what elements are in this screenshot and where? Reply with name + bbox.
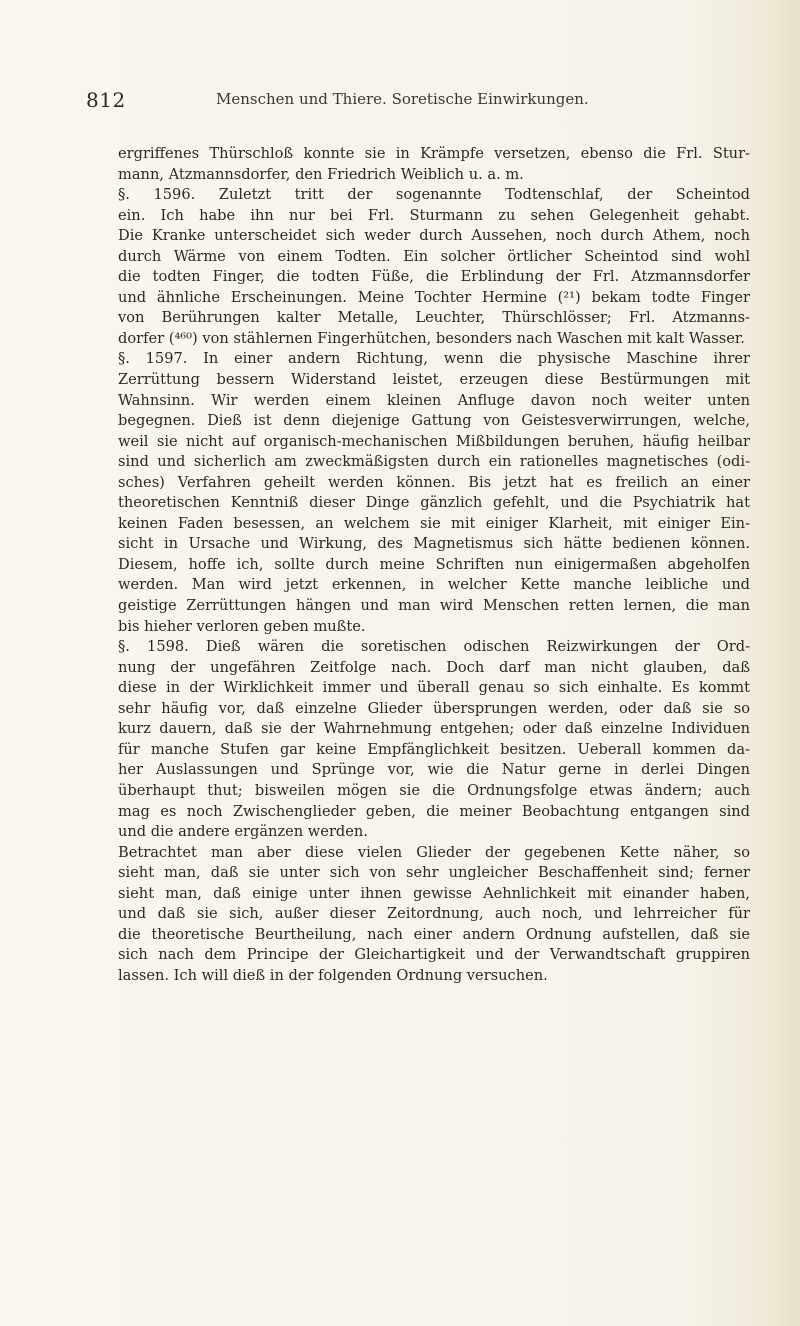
text-line: §. 1596. Zuletzt tritt der sogenannte Todtenschlaf, der Scheintod — [118, 186, 750, 204]
text-line: sieht man, daß sie unter sich von sehr ungleicher Beschaffenheit sind; ferner — [118, 864, 750, 882]
text-line: dorfer (⁴⁶⁰) von stählernen Fingerhütchen, besonders nach Waschen mit kalt Wasser. — [118, 329, 745, 347]
text-line: her Auslassungen und Sprünge vor, wie die Natur gerne in derlei Dingen — [118, 761, 750, 779]
page-number: 812 — [86, 88, 126, 112]
text-line: überhaupt thut; bisweilen mögen sie die Ordnungsfolge etwas ändern; auch — [118, 781, 750, 799]
body-text — [118, 144, 750, 986]
text-line: ein. Ich habe ihn nur bei Frl. Sturmann zu sehen Gelegenheit gehabt. — [118, 206, 750, 224]
paragraph — [118, 843, 750, 987]
text-line: lassen. Ich will dieß in der folgenden Ordnung versuchen. — [118, 966, 548, 984]
text-line: sieht man, daß einige unter ihnen gewisse Aehnlichkeit mit einander haben, — [118, 884, 750, 902]
text-line: mann, Atzmannsdorfer, den Friedrich Weiblich u. a. m. — [118, 165, 524, 183]
text-line: von Berührungen kalter Metalle, Leuchter, Thürschlösser; Frl. Atzmanns- — [118, 309, 750, 327]
text-line: die theoretische Beurtheilung, nach einer andern Ordnung aufstellen, daß sie — [118, 925, 750, 943]
text-line: nung der ungefähren Zeitfolge nach. Doch darf man nicht glauben, daß — [118, 658, 750, 676]
text-line: Diesem, hoffe ich, sollte durch meine Schriften nun einigermaßen abgeholfen — [118, 555, 750, 573]
paragraph — [118, 349, 750, 637]
text-line: sicht in Ursache und Wirkung, des Magnetismus sich hätte bedienen können. — [118, 535, 750, 553]
text-line: Die Kranke unterscheidet sich weder durch Aussehen, noch durch Athem, noch — [118, 227, 750, 245]
text-line: §. 1598. Dieß wären die soretischen odischen Reizwirkungen der Ord- — [118, 638, 750, 656]
text-line: für manche Stufen gar keine Empfänglichkeit besitzen. Ueberall kommen da- — [118, 740, 750, 758]
running-head: Menschen und Thiere. Soretische Einwirkungen. — [216, 90, 589, 108]
text-line: diese in der Wirklichkeit immer und überall genau so sich einhalte. Es kommt — [118, 679, 750, 697]
text-line: bis hieher verloren geben mußte. — [118, 617, 366, 635]
text-line: die todten Finger, die todten Füße, die Erblindung der Frl. Atzmannsdorfer — [118, 268, 750, 286]
text-line: mag es noch Zwischenglieder geben, die meiner Beobachtung entgangen sind — [118, 802, 750, 820]
text-line: geistige Zerrüttungen hängen und man wird Menschen retten lernen, die man — [118, 597, 750, 615]
text-line: und ähnliche Erscheinungen. Meine Tochter Hermine (²¹) bekam todte Finger — [118, 288, 750, 306]
text-line: keinen Faden besessen, an welchem sie mit einiger Klarheit, mit einiger Ein- — [118, 514, 750, 532]
text-line: begegnen. Dieß ist denn diejenige Gattung von Geistesverwirrungen, welche, — [118, 412, 750, 430]
text-line: sich nach dem Principe der Gleichartigkeit und der Verwandtschaft gruppiren — [118, 946, 750, 964]
text-line: kurz dauern, daß sie der Wahrnehmung entgehen; oder daß einzelne Individuen — [118, 720, 750, 738]
text-line: Zerrüttung bessern Widerstand leistet, erzeugen diese Bestürmungen mit — [118, 371, 750, 389]
text-line: theoretischen Kenntniß dieser Dinge gänzlich gefehlt, und die Psychiatrik hat — [118, 494, 750, 512]
paragraph — [118, 144, 750, 185]
paragraph — [118, 185, 750, 349]
text-line: Betrachtet man aber diese vielen Glieder der gegebenen Kette näher, so — [118, 843, 750, 861]
page-header — [86, 88, 726, 112]
paragraph — [118, 637, 750, 842]
text-line: sehr häufig vor, daß einzelne Glieder übersprungen werden, oder daß sie so — [118, 699, 750, 717]
text-line: und die andere ergänzen werden. — [118, 823, 368, 841]
text-line: §. 1597. In einer andern Richtung, wenn die physische Maschine ihrer — [118, 350, 750, 368]
text-line: ergriffenes Thürschloß konnte sie in Krämpfe versetzen, ebenso die Frl. Stur- — [118, 145, 750, 162]
text-line: Wahnsinn. Wir werden einem kleinen Anfluge davon noch weiter unten — [118, 391, 750, 409]
text-line: sind und sicherlich am zweckmäßigsten durch ein rationelles magnetisches (odi- — [118, 453, 750, 471]
text-line: sches) Verfahren geheilt werden können. Bis jetzt hat es freilich an einer — [118, 473, 750, 491]
text-line: durch Wärme von einem Todten. Ein solcher örtlicher Scheintod sind wohl — [118, 247, 750, 265]
text-line: und daß sie sich, außer dieser Zeitordnung, auch noch, und lehrreicher für — [118, 905, 750, 923]
text-line: werden. Man wird jetzt erkennen, in welcher Kette manche leibliche und — [118, 576, 750, 594]
text-line: weil sie nicht auf organisch-mechanischen Mißbildungen beruhen, häufig heilbar — [118, 432, 750, 450]
